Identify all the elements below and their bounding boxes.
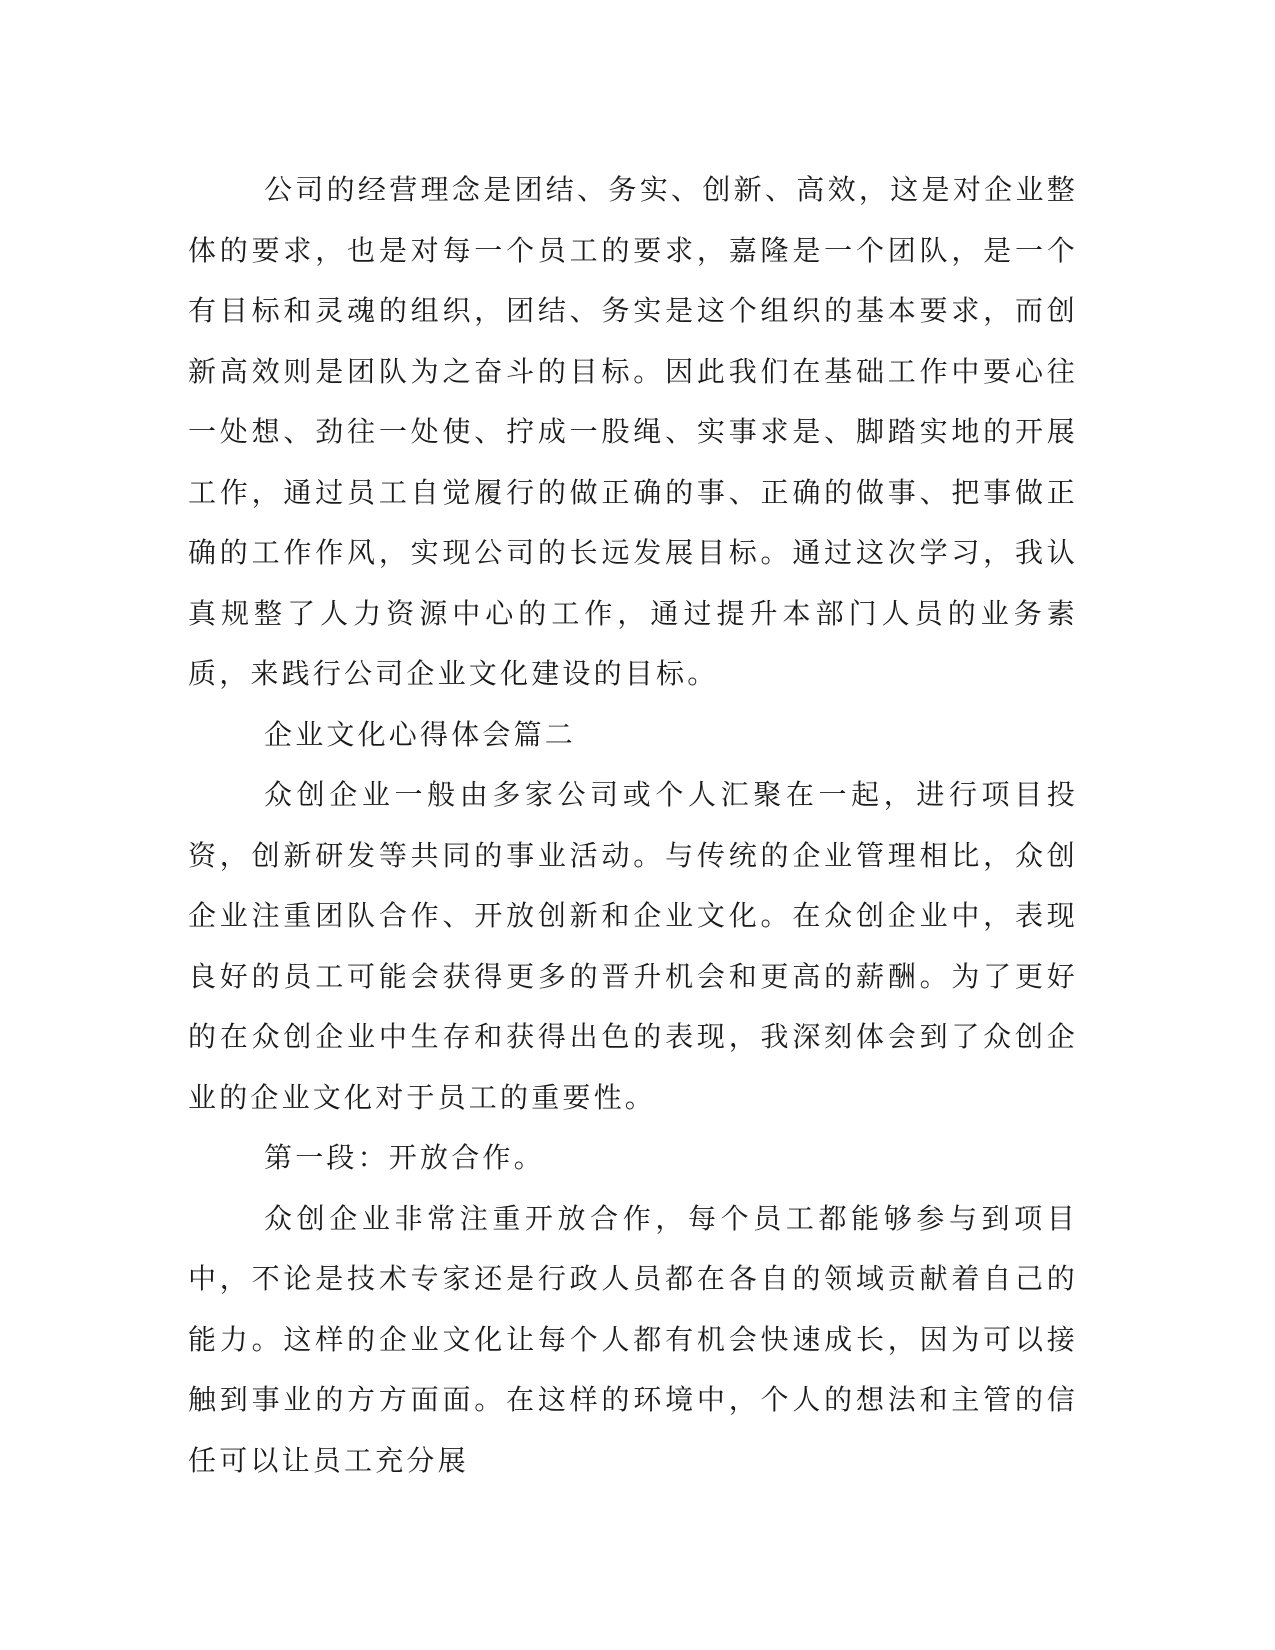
paragraph-business-philosophy: 公司的经营理念是团结、务实、创新、高效，这是对企业整体的要求，也是对每一个员工的要求，嘉隆是一个团队，是一个有目标和灵魂的组织，团结、务实是这个组织的基本要求，而创新高效则是团队为之奋斗的目标。因此我们在基础工作中要心往一处想、劲往一处使、拧成一股绳、实事求是、脚踏实地的开展工作，通过员工自觉履行的做正确的事、正确的做事、把事做正确的工作作风，实现公司的长远发展目标。通过这次学习，我认真规整了人力资源中心的工作，通过提升本部门人员的业务素质，来践行公司企业文化建设的目标。 (188, 173, 1078, 690)
subsection-heading: 第一段：开放合作。 (264, 1141, 545, 1174)
paragraph-open-cooperation: 众创企业非常注重开放合作，每个员工都能够参与到项目中，不论是技术专家还是行政人员都在各自的领域贡献着自己的能力。这样的企业文化让每个人都有机会快速成长，因为可以接触到事业的方方面面。在这样的环境中，个人的想法和主管的信任可以让员工充分展 (188, 1201, 1078, 1477)
document-body (188, 160, 1078, 1491)
paragraph-crowd-innovation-intro: 众创企业一般由多家公司或个人汇聚在一起，进行项目投资，创新研发等共同的事业活动。与传统的企业管理相比，众创企业注重团队合作、开放创新和企业文化。在众创企业中，表现良好的员工可能会获得更多的晋升机会和更高的薪酬。为了更好的在众创企业中生存和获得出色的表现，我深刻体会到了众创企业的企业文化对于员工的重要性。 (188, 778, 1078, 1114)
section-heading: 企业文化心得体会篇二 (264, 717, 577, 751)
